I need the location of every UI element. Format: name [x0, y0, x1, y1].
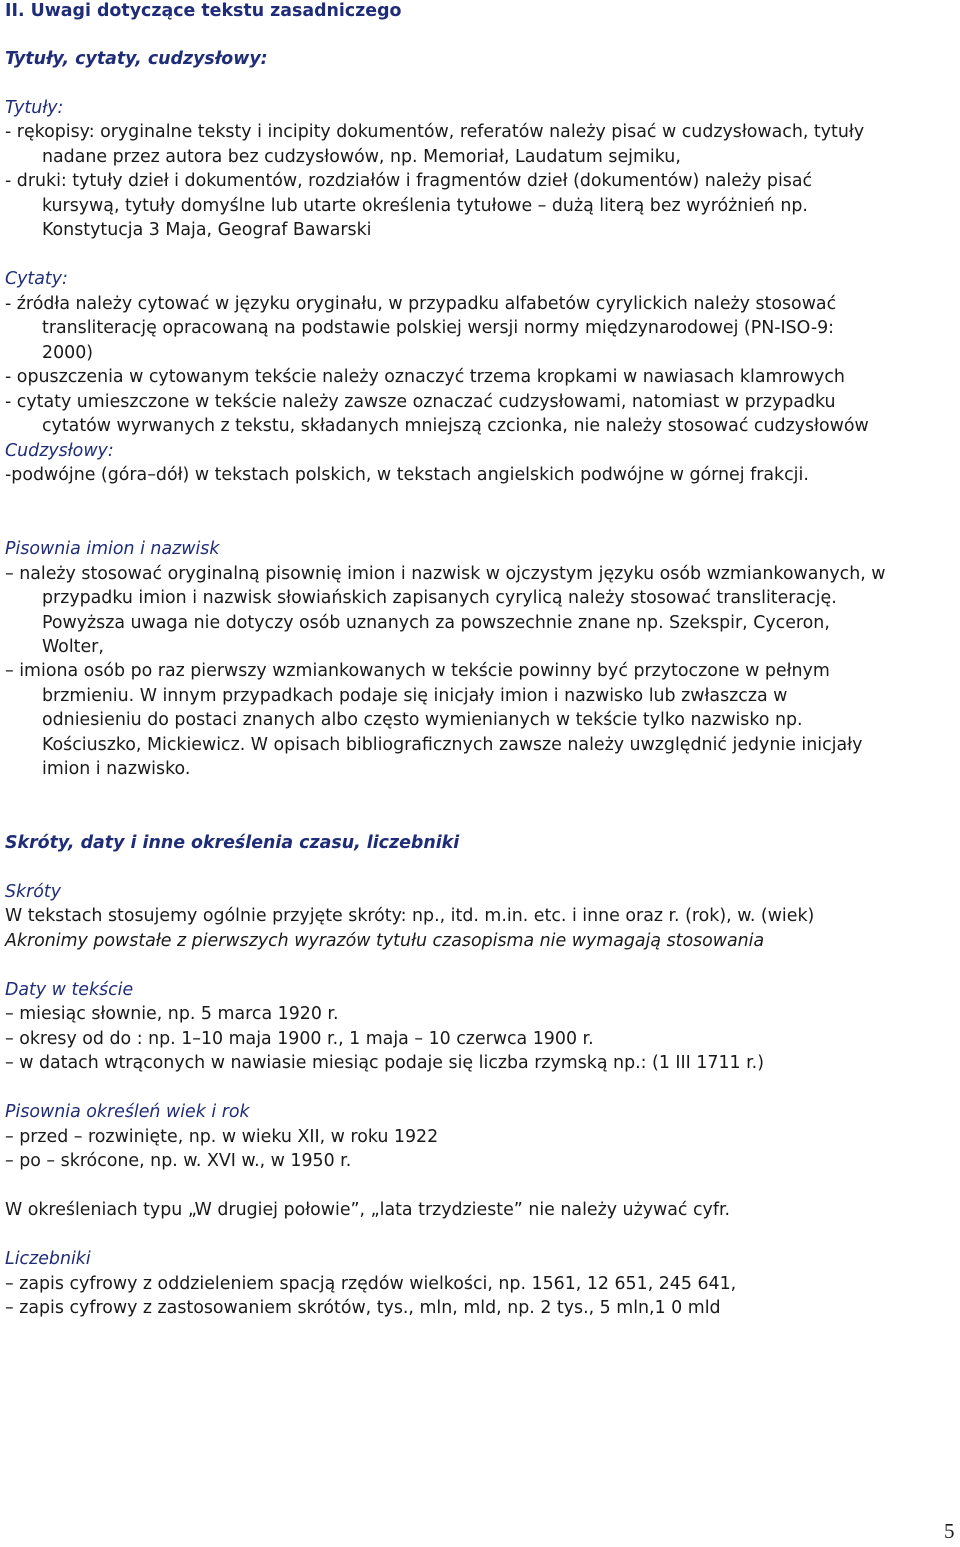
page-number: 5: [944, 1519, 955, 1543]
body-line: transliterację opracowaną na podstawie polskiej wersji normy międzynarodowej (PN-ISO-9:: [42, 318, 835, 338]
body-line: odniesieniu do postaci znanych albo często wymienianych w tekście tylko nazwisko np.: [42, 710, 803, 730]
body-line: Powyższa uwaga nie dotyczy osób uznanych za powszechnie znane np. Szekspir, Cyceron,: [42, 613, 830, 633]
body-line: - rękopisy: oryginalne teksty i incipity dokumentów, referatów należy pisać w cudzysłowach, tytuły: [5, 122, 865, 142]
subheading-skroty: Skróty: [5, 882, 62, 902]
subheading-liczebniki: Liczebniki: [5, 1249, 91, 1269]
body-line: przypadku imion i nazwisk słowiańskich zapisanych cyrylicą należy stosować transliterację.: [42, 588, 837, 608]
body-line: – w datach wtrąconych w nawiasie miesiąc podaje się liczba rzymską np.: (1 III 1711 r.): [5, 1053, 764, 1073]
subheading-tytuly: Tytuły:: [5, 98, 64, 118]
body-line: - opuszczenia w cytowanym tekście należy oznaczyć trzema kropkami w nawiasach klamrowych: [5, 367, 845, 387]
subheading-cytaty: Cytaty:: [5, 269, 68, 289]
section-title-skroty-daty: Skróty, daty i inne określenia czasu, liczebniki: [5, 833, 460, 853]
body-line: - druki: tytuły dzieł i dokumentów, rozdziałów i fragmentów dzieł (dokumentów) należy pisać: [5, 171, 813, 191]
body-line: W określeniach typu „W drugiej połowie”, „lata trzydzieste” nie należy używać cyfr.: [5, 1200, 731, 1220]
body-line: kursywą, tytuły domyślne lub utarte określenia tytułowe – dużą literą bez wyróżnień np.: [42, 196, 808, 216]
body-line: - źródła należy cytować w języku oryginału, w przypadku alfabetów cyrylickich należy stosować: [5, 294, 837, 314]
body-line: imion i nazwisko.: [42, 759, 191, 779]
body-line: – okresy od do : np. 1–10 maja 1900 r., 1 maja – 10 czerwca 1900 r.: [5, 1029, 594, 1049]
body-line: – zapis cyfrowy z zastosowaniem skrótów, tys., mln, mld, np. 2 tys., 5 mln,1 0 mld: [5, 1298, 721, 1318]
body-line-italic: Akronimy powstałe z pierwszych wyrazów tytułu czasopisma nie wymagają stosowania: [5, 931, 765, 951]
body-line: – przed – rozwinięte, np. w wieku XII, w roku 1922: [5, 1127, 439, 1147]
body-line: – miesiąc słownie, np. 5 marca 1920 r.: [5, 1004, 339, 1024]
body-line: – zapis cyfrowy z oddzieleniem spacją rzędów wielkości, np. 1561, 12 651, 245 641,: [5, 1274, 737, 1294]
body-line: 2000): [42, 343, 94, 363]
section-title-tytuly-cytaty: Tytuły, cytaty, cudzysłowy:: [5, 49, 268, 69]
page-heading: II. Uwagi dotyczące tekstu zasadniczego: [5, 1, 402, 21]
body-line: – należy stosować oryginalną pisownię imion i nazwisk w ojczystym języku osób wzmiankowanych, w: [5, 564, 886, 584]
body-line: cytatów wyrwanych z tekstu, składanych mniejszą czcionka, nie należy stosować cudzysłowów: [42, 416, 869, 436]
body-line: Kościuszko, Mickiewicz. W opisach bibliograficznych zawsze należy uwzględnić jedynie inicjały: [42, 735, 863, 755]
body-line: W tekstach stosujemy ogólnie przyjęte skróty: np., itd. m.in. etc. i inne oraz r. (rok), w. (wiek): [5, 906, 815, 926]
body-line: – imiona osób po raz pierwszy wzmiankowanych w tekście powinny być przytoczone w pełnym: [5, 661, 830, 681]
subheading-wiek-rok: Pisownia określeń wiek i rok: [5, 1102, 250, 1122]
body-line: – po – skrócone, np. w. XVI w., w 1950 r.: [5, 1151, 352, 1171]
body-line: Konstytucja 3 Maja, Geograf Bawarski: [42, 220, 372, 240]
body-line: nadane przez autora bez cudzysłowów, np. Memoriał, Laudatum sejmiku,: [42, 147, 681, 167]
body-line: Wolter,: [42, 637, 104, 657]
section-title-pisownia-imion: Pisownia imion i nazwisk: [5, 539, 220, 559]
body-line: -podwójne (góra–dół) w tekstach polskich, w tekstach angielskich podwójne w górnej frakcji.: [5, 465, 809, 485]
body-line: - cytaty umieszczone w tekście należy zawsze oznaczać cudzysłowami, natomiast w przypadku: [5, 392, 836, 412]
subheading-cudzyslowy: Cudzysłowy:: [5, 441, 114, 461]
body-line: brzmieniu. W innym przypadkach podaje się inicjały imion i nazwisko lub zwłaszcza w: [42, 686, 788, 706]
subheading-daty: Daty w tekście: [5, 980, 134, 1000]
